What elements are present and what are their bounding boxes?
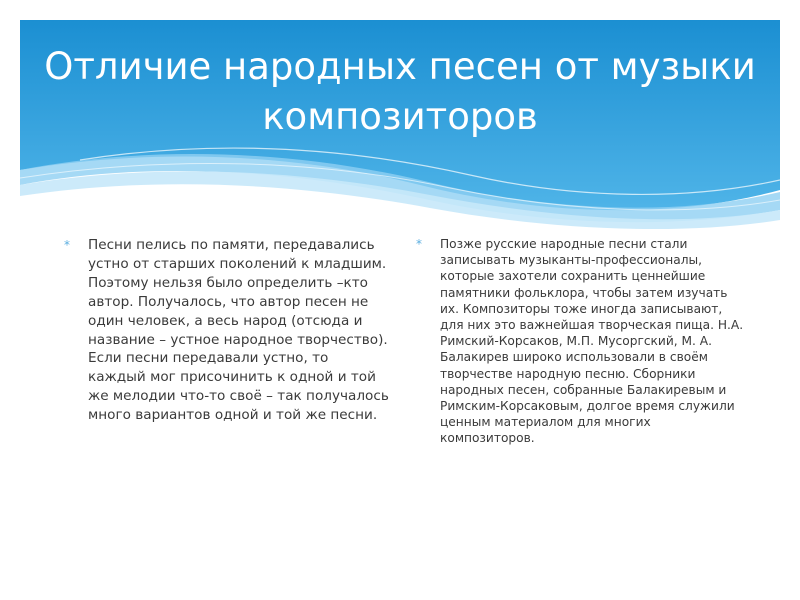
left-paragraph: Песни пелись по памяти, передавались устно от старших поколений к младшим. Поэтому нельзя было определить –кто автор. Получалось, что автор песен не один человек, а весь народ (отсюда и название – устное народное творчество). Если песни передавали устно, то каждый мог присочинить к одной и той же мелодии что-то своё – так получалось много вариантов одной и той же песни. [88,237,389,424]
slide-title [20,42,780,142]
left-column [64,236,390,425]
right-paragraph: Позже русские народные песни стали записывать музыканты-профессионалы, которые захотели сохранить ценнейшие памятники фольклора, чтобы затем изучать их. Композиторы тоже иногда записывают, для них это важнейшая творческая пища. Н.А. Римский-Корсаков, М.П. Мусоргский, М. А. Балакирев широко использовали в своём творчестве народную песню. Сборники народных песен, собранные Балакиревым и Римским-Корсаковым, долгое время служили ценным материалом для многих композиторов. [440,237,744,446]
slide-title-line-2: композиторов [262,95,538,138]
right-column [416,236,746,447]
bullet-star-icon: * [416,237,422,251]
slide-title-line-1: Отличие народных песен от музыки [44,45,756,88]
slide [20,20,780,580]
bullet-star-icon: * [64,238,70,252]
